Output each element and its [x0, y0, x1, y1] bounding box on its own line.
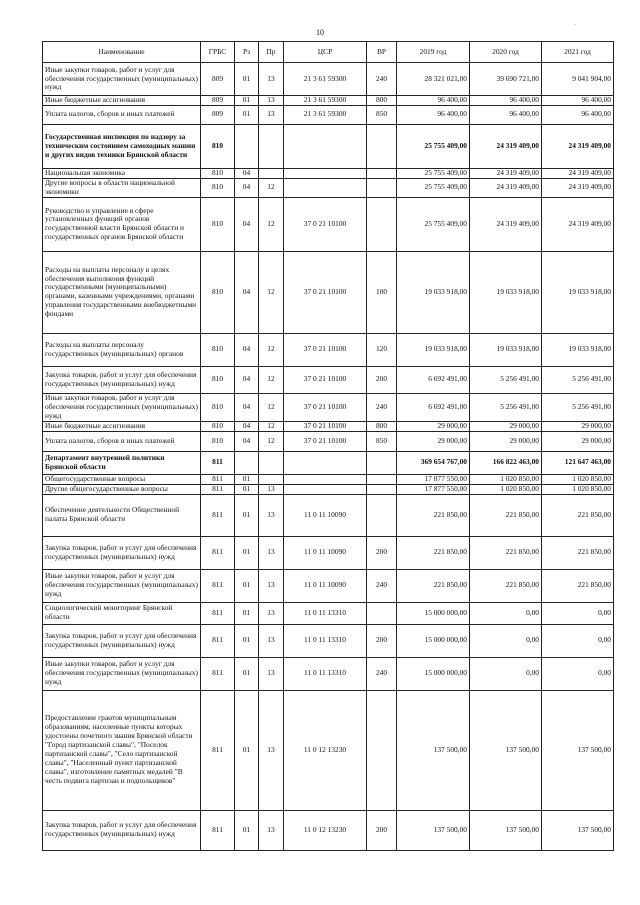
cell-name: Закупка товаров, работ и услуг для обеспечения государственных (муниципальных) нужд	[43, 536, 201, 569]
cell-csr: 37 0 21 10100	[284, 197, 367, 251]
table-row	[43, 393, 614, 421]
cell-y2020: 39 690 721,00	[470, 63, 542, 96]
cell-y2021: 1 020 850,00	[542, 474, 614, 484]
cell-y2021: 96 400,00	[542, 105, 614, 124]
cell-pr: 13	[259, 484, 284, 494]
cell-y2020: 137 500,00	[470, 690, 542, 810]
cell-csr: 37 0 21 10100	[284, 421, 367, 431]
cell-vr	[367, 451, 397, 474]
cell-grbs: 811	[201, 569, 235, 602]
cell-rz: 04	[235, 366, 259, 393]
cell-y2019: 19 033 918,00	[397, 251, 470, 333]
cell-pr: 13	[259, 494, 284, 536]
table-row	[43, 624, 614, 657]
cell-grbs: 810	[201, 421, 235, 431]
cell-csr: 11 0 11 13310	[284, 624, 367, 657]
cell-y2021: 221 850,00	[542, 536, 614, 569]
cell-y2019: 369 654 767,00	[397, 451, 470, 474]
table-row	[43, 536, 614, 569]
cell-vr: 800	[367, 421, 397, 431]
cell-vr: 240	[367, 569, 397, 602]
cell-y2020: 1 020 850,00	[470, 474, 542, 484]
cell-vr: 100	[367, 251, 397, 333]
cell-name: Иные бюджетные ассигнования	[43, 96, 201, 106]
cell-pr: 12	[259, 431, 284, 451]
cell-pr: 12	[259, 366, 284, 393]
cell-pr: 12	[259, 251, 284, 333]
cell-csr: 21 3 61 59300	[284, 105, 367, 124]
cell-y2020: 137 500,00	[470, 810, 542, 850]
cell-name: Расходы на выплаты персоналу в целях обеспечения выполнения функций государственными (муниципальными) органами, казенными учреждениями, органами управления государственными внебюджетными фондами	[43, 251, 201, 333]
cell-name: Уплата налогов, сборов и иных платежей	[43, 431, 201, 451]
table-row	[43, 810, 614, 850]
cell-pr: 13	[259, 624, 284, 657]
table-row	[43, 251, 614, 333]
cell-grbs: 811	[201, 536, 235, 569]
table-row	[43, 602, 614, 624]
cell-pr: 13	[259, 810, 284, 850]
header-grbs: ГРБС	[201, 42, 235, 63]
cell-csr: 11 0 11 13310	[284, 602, 367, 624]
cell-y2020: 24 319 409,00	[470, 178, 542, 197]
header-2019: 2019 год	[397, 42, 470, 63]
cell-y2020: 221 850,00	[470, 494, 542, 536]
cell-vr	[367, 197, 397, 251]
cell-pr: 13	[259, 690, 284, 810]
cell-y2021: 96 400,00	[542, 96, 614, 106]
cell-y2019: 221 850,00	[397, 536, 470, 569]
cell-y2019: 17 877 550,00	[397, 484, 470, 494]
table-row	[43, 96, 614, 106]
cell-vr: 800	[367, 96, 397, 106]
cell-csr: 37 0 21 10100	[284, 366, 367, 393]
header-2021: 2021 год	[542, 42, 614, 63]
cell-grbs: 810	[201, 251, 235, 333]
cell-y2019: 137 500,00	[397, 690, 470, 810]
cell-y2021: 9 041 904,00	[542, 63, 614, 96]
cell-y2019: 25 755 409,00	[397, 168, 470, 178]
table-row	[43, 431, 614, 451]
cell-name: Иные закупки товаров, работ и услуг для обеспечения государственных (муниципальных) нужд	[43, 63, 201, 96]
cell-vr	[367, 484, 397, 494]
cell-y2019: 28 321 021,00	[397, 63, 470, 96]
table-row	[43, 333, 614, 366]
cell-y2020: 19 033 918,00	[470, 333, 542, 366]
table-row	[43, 657, 614, 690]
page-number: 10	[316, 28, 324, 37]
table-row	[43, 569, 614, 602]
cell-name: Иные бюджетные ассигнования	[43, 421, 201, 431]
cell-vr	[367, 690, 397, 810]
cell-pr	[259, 474, 284, 484]
table-row	[43, 197, 614, 251]
cell-vr: 200	[367, 624, 397, 657]
cell-csr: 21 3 61 59300	[284, 63, 367, 96]
cell-name: Закупка товаров, работ и услуг для обеспечения государственных (муниципальных) нужд	[43, 810, 201, 850]
cell-rz: 01	[235, 810, 259, 850]
cell-grbs: 810	[201, 168, 235, 178]
cell-vr: 200	[367, 810, 397, 850]
cell-csr: 11 0 12 13230	[284, 810, 367, 850]
cell-csr: 21 3 61 59300	[284, 96, 367, 106]
cell-grbs: 810	[201, 124, 235, 168]
cell-grbs: 811	[201, 602, 235, 624]
cell-csr: 37 0 21 10100	[284, 431, 367, 451]
cell-y2020: 166 822 463,00	[470, 451, 542, 474]
cell-y2021: 137 500,00	[542, 690, 614, 810]
cell-y2021: 221 850,00	[542, 569, 614, 602]
table-row	[43, 494, 614, 536]
cell-name: Закупка товаров, работ и услуг для обеспечения государственных (муниципальных) нужд	[43, 366, 201, 393]
cell-y2020: 24 319 409,00	[470, 124, 542, 168]
cell-y2020: 0,00	[470, 602, 542, 624]
cell-grbs: 811	[201, 484, 235, 494]
cell-y2019: 29 000,00	[397, 431, 470, 451]
cell-csr	[284, 484, 367, 494]
cell-rz: 04	[235, 333, 259, 366]
cell-grbs: 810	[201, 178, 235, 197]
cell-vr: 200	[367, 366, 397, 393]
cell-rz: 04	[235, 251, 259, 333]
cell-y2019: 6 692 491,00	[397, 366, 470, 393]
cell-grbs: 809	[201, 63, 235, 96]
cell-pr: 12	[259, 197, 284, 251]
cell-pr: 13	[259, 105, 284, 124]
table-row	[43, 124, 614, 168]
cell-y2020: 0,00	[470, 657, 542, 690]
cell-name: Социологический мониторинг Брянской области	[43, 602, 201, 624]
table-row	[43, 366, 614, 393]
cell-pr: 13	[259, 569, 284, 602]
cell-rz: 04	[235, 168, 259, 178]
table-row	[43, 105, 614, 124]
cell-y2020: 96 400,00	[470, 105, 542, 124]
cell-rz: 04	[235, 178, 259, 197]
corner-mark: -	[574, 22, 576, 28]
cell-name: Уплата налогов, сборов и иных платежей	[43, 105, 201, 124]
table-body	[43, 63, 614, 851]
cell-csr: 37 0 21 10100	[284, 251, 367, 333]
cell-rz: 01	[235, 536, 259, 569]
cell-pr: 13	[259, 63, 284, 96]
cell-grbs: 809	[201, 96, 235, 106]
cell-grbs: 811	[201, 810, 235, 850]
cell-y2020: 221 850,00	[470, 569, 542, 602]
cell-grbs: 809	[201, 105, 235, 124]
cell-vr: 200	[367, 536, 397, 569]
cell-grbs: 810	[201, 393, 235, 421]
cell-grbs: 810	[201, 366, 235, 393]
table-row	[43, 421, 614, 431]
cell-csr: 11 0 11 10090	[284, 536, 367, 569]
cell-y2021: 5 256 491,00	[542, 393, 614, 421]
cell-pr	[259, 451, 284, 474]
header-pr: Пр	[259, 42, 284, 63]
cell-y2019: 96 400,00	[397, 105, 470, 124]
cell-vr	[367, 178, 397, 197]
cell-y2020: 24 319 409,00	[470, 168, 542, 178]
cell-name: Иные закупки товаров, работ и услуг для обеспечения государственных (муниципальных) нужд	[43, 393, 201, 421]
cell-y2021: 1 020 850,00	[542, 484, 614, 494]
cell-csr	[284, 168, 367, 178]
cell-y2019: 6 692 491,00	[397, 393, 470, 421]
cell-csr: 37 0 21 10100	[284, 333, 367, 366]
table-header-row	[43, 42, 614, 63]
cell-name: Общегосударственные вопросы	[43, 474, 201, 484]
cell-y2021: 0,00	[542, 624, 614, 657]
table-row	[43, 63, 614, 96]
cell-vr	[367, 602, 397, 624]
cell-y2020: 5 256 491,00	[470, 366, 542, 393]
cell-y2020: 96 400,00	[470, 96, 542, 106]
cell-y2020: 221 850,00	[470, 536, 542, 569]
cell-y2019: 25 755 409,00	[397, 178, 470, 197]
cell-csr	[284, 124, 367, 168]
cell-rz: 01	[235, 657, 259, 690]
cell-name: Обеспечение деятельности Общественной палаты Брянской области	[43, 494, 201, 536]
cell-csr	[284, 178, 367, 197]
cell-pr: 12	[259, 393, 284, 421]
cell-y2021: 137 500,00	[542, 810, 614, 850]
cell-y2019: 137 500,00	[397, 810, 470, 850]
cell-y2019: 19 033 918,00	[397, 333, 470, 366]
cell-vr: 240	[367, 393, 397, 421]
cell-y2021: 19 033 918,00	[542, 251, 614, 333]
cell-name: Другие вопросы в области национальной экономики	[43, 178, 201, 197]
cell-name: Закупка товаров, работ и услуг для обеспечения государственных (муниципальных) нужд	[43, 624, 201, 657]
cell-y2020: 29 000,00	[470, 431, 542, 451]
cell-y2020: 29 000,00	[470, 421, 542, 431]
cell-y2021: 24 319 409,00	[542, 178, 614, 197]
cell-y2021: 0,00	[542, 657, 614, 690]
cell-name: Руководство и управление в сфере установленных функций органов государственной власти Брянской области и государственных органов Брянской области	[43, 197, 201, 251]
cell-vr: 240	[367, 63, 397, 96]
cell-y2019: 221 850,00	[397, 569, 470, 602]
budget-table	[42, 41, 614, 851]
cell-name: Департамент внутренней политики Брянской области	[43, 451, 201, 474]
table-row	[43, 178, 614, 197]
cell-rz: 01	[235, 105, 259, 124]
cell-pr: 12	[259, 333, 284, 366]
header-vr: ВР	[367, 42, 397, 63]
cell-csr	[284, 451, 367, 474]
cell-y2019: 25 755 409,00	[397, 197, 470, 251]
cell-y2021: 29 000,00	[542, 421, 614, 431]
cell-rz	[235, 124, 259, 168]
cell-y2021: 0,00	[542, 602, 614, 624]
cell-vr	[367, 474, 397, 484]
cell-y2019: 96 400,00	[397, 96, 470, 106]
cell-y2021: 221 850,00	[542, 494, 614, 536]
cell-csr: 37 0 21 10100	[284, 393, 367, 421]
cell-vr	[367, 168, 397, 178]
cell-rz: 01	[235, 624, 259, 657]
cell-grbs: 810	[201, 333, 235, 366]
cell-y2019: 15 000 000,00	[397, 624, 470, 657]
cell-grbs: 811	[201, 474, 235, 484]
cell-y2019: 29 000,00	[397, 421, 470, 431]
cell-pr: 12	[259, 178, 284, 197]
cell-y2020: 0,00	[470, 624, 542, 657]
cell-name: Национальная экономика	[43, 168, 201, 178]
cell-pr: 13	[259, 657, 284, 690]
cell-grbs: 811	[201, 624, 235, 657]
cell-rz: 01	[235, 690, 259, 810]
cell-grbs: 811	[201, 657, 235, 690]
cell-rz	[235, 451, 259, 474]
cell-vr	[367, 494, 397, 536]
cell-csr: 11 0 12 13230	[284, 690, 367, 810]
cell-rz: 04	[235, 421, 259, 431]
cell-name: Расходы на выплаты персоналу государственных (муниципальных) органов	[43, 333, 201, 366]
cell-csr: 11 0 11 10090	[284, 494, 367, 536]
table-row	[43, 168, 614, 178]
header-rz: Рз	[235, 42, 259, 63]
cell-pr: 13	[259, 96, 284, 106]
cell-y2021: 24 319 409,00	[542, 168, 614, 178]
cell-name: Иные закупки товаров, работ и услуг для обеспечения государственных (муниципальных) нужд	[43, 569, 201, 602]
cell-y2021: 29 000,00	[542, 431, 614, 451]
cell-rz: 04	[235, 393, 259, 421]
cell-grbs: 811	[201, 494, 235, 536]
cell-vr	[367, 124, 397, 168]
cell-vr: 850	[367, 431, 397, 451]
cell-csr: 11 0 11 13310	[284, 657, 367, 690]
cell-y2021: 24 319 409,00	[542, 124, 614, 168]
cell-y2019: 25 755 409,00	[397, 124, 470, 168]
cell-name: Предоставление грантов муниципальным образованиям, населенные пункты которых удостоены почетного звания Брянской области "Город партизанской славы", "Поселок партизанской славы", "Село партизанской славы", "Населенный пункт партизанской славы", изготовление памятных медалей "В честь подвига партизан и подпольщиков"	[43, 690, 201, 810]
cell-rz: 04	[235, 431, 259, 451]
cell-y2020: 19 033 918,00	[470, 251, 542, 333]
cell-pr: 12	[259, 421, 284, 431]
cell-name: Иные закупки товаров, работ и услуг для обеспечения государственных (муниципальных) нужд	[43, 657, 201, 690]
cell-rz: 01	[235, 484, 259, 494]
cell-csr: 11 0 11 10090	[284, 569, 367, 602]
cell-y2020: 1 020 850,00	[470, 484, 542, 494]
cell-rz: 01	[235, 494, 259, 536]
cell-grbs: 810	[201, 197, 235, 251]
cell-name: Государственная инспекция по надзору за техническим состоянием самоходных машин и других видов техники Брянской области	[43, 124, 201, 168]
cell-pr	[259, 124, 284, 168]
header-name: Наименование	[43, 42, 201, 63]
cell-y2019: 221 850,00	[397, 494, 470, 536]
cell-y2019: 17 877 550,00	[397, 474, 470, 484]
cell-pr: 13	[259, 536, 284, 569]
header-csr: ЦСР	[284, 42, 367, 63]
cell-rz: 04	[235, 197, 259, 251]
cell-y2019: 15 000 000,00	[397, 657, 470, 690]
cell-rz: 01	[235, 96, 259, 106]
cell-y2021: 24 319 409,00	[542, 197, 614, 251]
cell-y2021: 19 033 918,00	[542, 333, 614, 366]
cell-y2020: 5 256 491,00	[470, 393, 542, 421]
cell-rz: 01	[235, 602, 259, 624]
cell-name: Другие общегосударственные вопросы	[43, 484, 201, 494]
cell-rz: 01	[235, 63, 259, 96]
cell-vr: 240	[367, 657, 397, 690]
cell-y2019: 15 000 000,00	[397, 602, 470, 624]
cell-y2021: 121 647 463,00	[542, 451, 614, 474]
table-row	[43, 451, 614, 474]
cell-rz: 01	[235, 474, 259, 484]
table-row	[43, 484, 614, 494]
cell-rz: 01	[235, 569, 259, 602]
cell-y2021: 5 256 491,00	[542, 366, 614, 393]
table-row	[43, 690, 614, 810]
cell-y2020: 24 319 409,00	[470, 197, 542, 251]
cell-grbs: 811	[201, 690, 235, 810]
cell-pr	[259, 168, 284, 178]
table-row	[43, 474, 614, 484]
cell-vr: 850	[367, 105, 397, 124]
cell-csr	[284, 474, 367, 484]
cell-pr: 13	[259, 602, 284, 624]
cell-grbs: 811	[201, 451, 235, 474]
header-2020: 2020 год	[470, 42, 542, 63]
cell-grbs: 810	[201, 431, 235, 451]
cell-vr: 120	[367, 333, 397, 366]
